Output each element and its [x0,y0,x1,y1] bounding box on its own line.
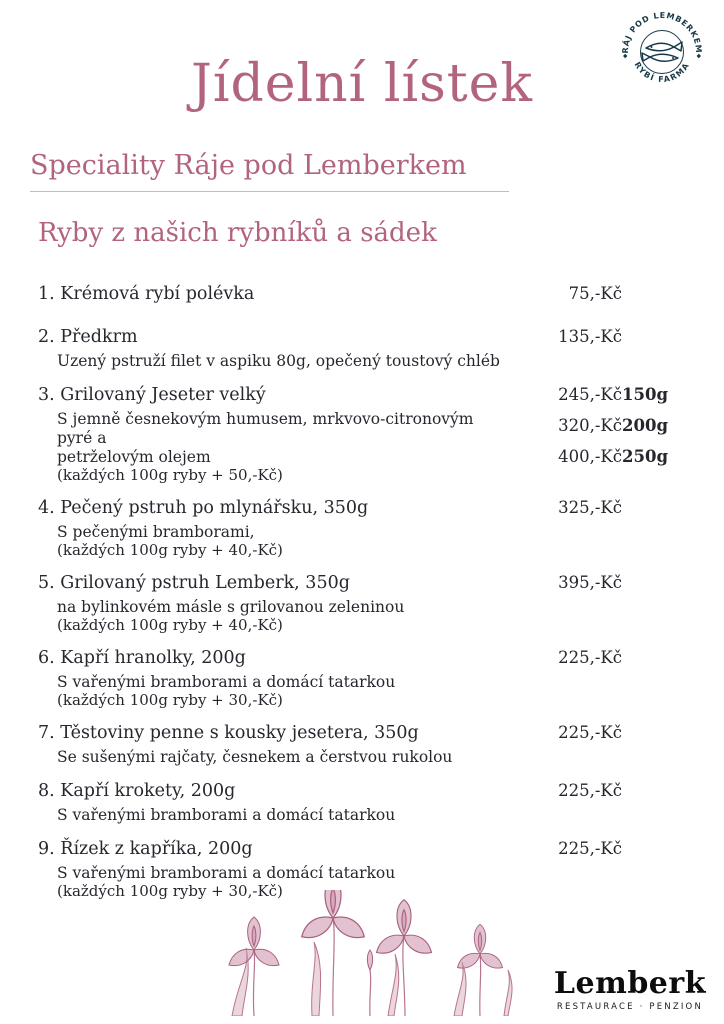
price-line [514,325,664,349]
stamp-star-left-icon [623,54,627,58]
item-size [622,779,664,803]
item-prices [514,721,664,767]
item-name [38,282,506,306]
item-price: 395,-Kč [558,573,622,592]
item-prices [514,282,664,313]
menu-list [0,282,724,900]
item-price: 325,-Kč [558,498,622,517]
menu-item-2 [38,325,664,371]
price-line [514,445,668,469]
item-prices [514,496,664,559]
farm-logo-stamp [616,6,708,98]
item-text [38,721,514,767]
item-name [38,837,506,861]
item-title: Kapří krokety, 200g [60,781,236,801]
item-prices [514,779,664,825]
price-line [514,496,664,520]
item-prices [514,646,664,709]
item-price: 400,-Kč [558,447,622,466]
item-title: Grilovaný pstruh Lemberk, 350g [60,573,350,593]
menu-item-7 [38,721,664,767]
menu-item-3 [38,383,668,484]
lemberk-wordmark: Lemberk [553,966,706,1001]
item-desc: petrželovým olejem [57,448,211,466]
item-price: 225,-Kč [558,781,622,800]
item-size [622,837,664,861]
item-size [622,721,664,745]
item-price: 245,-Kč [558,385,622,404]
item-prices [514,325,664,371]
item-desc: S pečenými bramborami, [57,523,255,541]
item-size [622,646,664,670]
item-number: 6. [38,648,55,668]
item-text [38,496,514,559]
lemberk-logo [554,966,706,1012]
item-title: Krémová rybí polévka [60,284,255,304]
item-price: 225,-Kč [558,839,622,858]
section-heading: Ryby z našich rybníků a sádek [38,218,437,248]
page-title: Jídelní lístek [191,54,533,114]
item-name [38,721,506,745]
item-text [38,571,514,634]
item-number: 4. [38,498,55,518]
item-title: Předkrm [60,327,138,347]
item-number: 7. [38,723,55,743]
item-note: (každých 100g ryby + 40,-Kč) [57,616,283,634]
item-size [622,571,664,595]
item-size [622,496,664,520]
item-size [622,325,664,349]
item-number: 2. [38,327,55,347]
item-note: (každých 100g ryby + 50,-Kč) [57,466,283,484]
item-text [38,646,514,709]
item-price: 225,-Kč [558,723,622,742]
item-desc: Uzený pstruží filet v aspiku 80g, opečený toustový chléb [57,352,500,370]
item-note: (každých 100g ryby + 30,-Kč) [57,691,283,709]
stamp-top-text: RÁJ POD LEMBERKEM [620,10,704,54]
price-line [514,571,664,595]
item-number: 3. [38,385,55,405]
item-name [38,779,506,803]
item-size: 150g [622,385,668,404]
item-price: 320,-Kč [558,416,622,435]
item-size [622,282,664,306]
item-price: 75,-Kč [568,284,622,303]
item-price: 225,-Kč [558,648,622,667]
item-title: Grilovaný Jeseter velký [60,385,266,405]
item-desc: na bylinkovém másle s grilovanou zeleninou [57,598,405,616]
price-line [514,646,664,670]
item-text [38,325,514,371]
item-text [38,282,514,313]
item-name [38,383,506,407]
item-prices [514,383,668,484]
item-size: 250g [622,447,668,466]
item-size: 200g [622,416,668,435]
item-desc: S vařenými bramborami a domácí tatarkou [57,673,396,691]
item-text [38,779,514,825]
item-number: 1. [38,284,55,304]
price-line [514,414,668,438]
item-title: Řízek z kapříka, 200g [60,839,253,859]
item-desc: S vařenými bramborami a domácí tatarkou [57,864,396,882]
item-number: 9. [38,839,55,859]
item-title: Kapří hranolky, 200g [60,648,246,668]
item-desc: S vařenými bramborami a domácí tatarkou [57,806,396,824]
item-prices [514,571,664,634]
item-desc: S jemně česnekovým humusem, mrkvovo-citronovým pyré a [57,410,474,447]
item-title: Těstoviny penne s kousky jesetera, 350g [60,723,419,743]
item-desc: Se sušenými rajčaty, česnekem a čerstvou rukolou [57,748,453,766]
price-line [514,383,668,407]
item-title: Pečený pstruh po mlynářsku, 350g [60,498,369,518]
price-line [514,837,664,861]
item-name [38,646,506,670]
menu-item-4 [38,496,664,559]
item-prices [514,837,664,900]
item-number: 8. [38,781,55,801]
price-line [514,779,664,803]
item-text [38,383,514,484]
item-price: 135,-Kč [558,327,622,346]
item-note: (každých 100g ryby + 30,-Kč) [57,882,283,900]
menu-item-5 [38,571,664,634]
iris-flowers-illustration [192,890,532,1016]
price-line [514,282,664,306]
fish-icon [641,31,684,74]
item-name [38,325,506,349]
price-line [514,721,664,745]
subtitle-heading: Speciality Ráje pod Lemberkem [30,150,509,192]
flower-stems [253,918,480,1016]
flower-blossoms [229,890,503,970]
menu-item-1 [38,282,664,313]
stamp-star-right-icon [697,54,701,58]
lemberk-tagline: RESTAURACE · PENZION [556,1002,704,1012]
item-number: 5. [38,573,55,593]
menu-item-8 [38,779,664,825]
item-note: (každých 100g ryby + 40,-Kč) [57,541,283,559]
menu-item-6 [38,646,664,709]
stamp-bottom-text: RYBÍ FARMA [632,60,692,85]
item-name [38,571,506,595]
item-name [38,496,506,520]
